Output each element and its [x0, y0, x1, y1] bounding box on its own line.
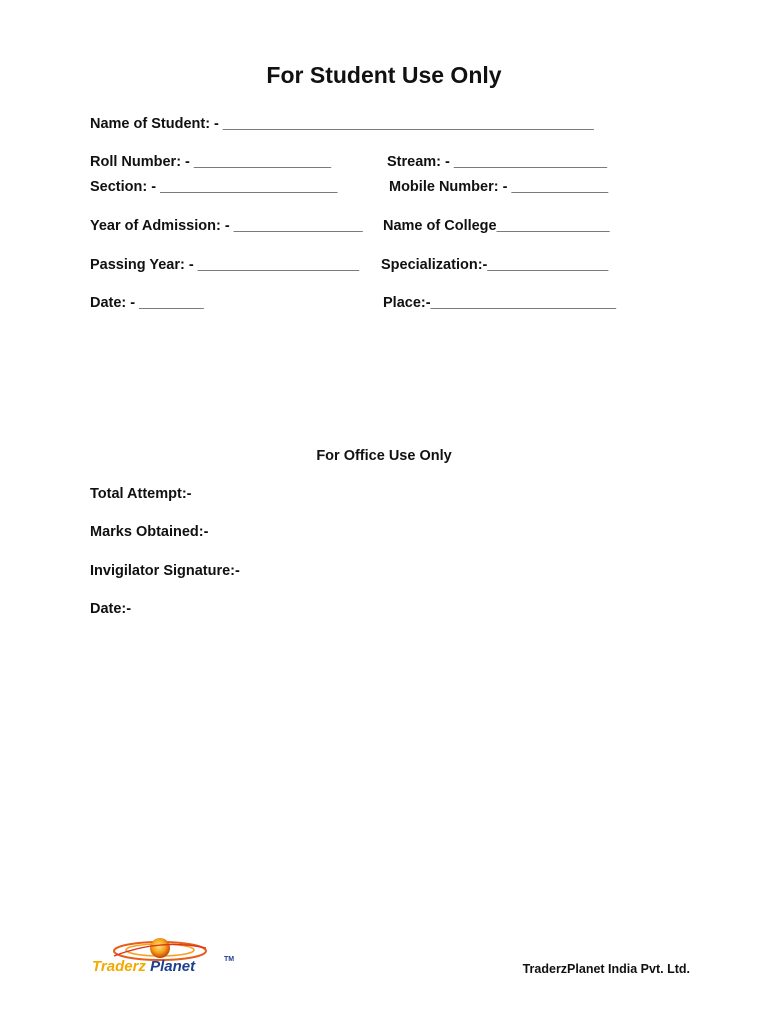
company-name: TraderzPlanet India Pvt. Ltd. — [522, 962, 690, 976]
name-of-college-field[interactable]: Name of College______________ — [383, 218, 610, 234]
section-field[interactable]: Section: - ______________________ — [90, 179, 338, 195]
date-field[interactable]: Date: - ________ — [90, 295, 204, 311]
name-of-student-field[interactable]: Name of Student: - ______________________________________________ — [90, 116, 594, 132]
traderz-planet-logo — [90, 934, 240, 980]
invigilator-signature-label: Invigilator Signature:- — [90, 563, 240, 579]
office-date-label: Date:- — [90, 601, 132, 617]
passing-year-field[interactable]: Passing Year: - ____________________ — [90, 257, 360, 273]
mobile-number-field[interactable]: Mobile Number: - ____________ — [389, 179, 609, 195]
place-field[interactable]: Place:-_______________________ — [383, 295, 617, 311]
specialization-field[interactable]: Specialization:-_______________ — [381, 257, 609, 273]
roll-number-field[interactable]: Roll Number: - _________________ — [90, 154, 332, 170]
trademark-mark: TM — [224, 956, 235, 963]
stream-field[interactable]: Stream: - ___________________ — [387, 154, 608, 170]
logo-word-traderz: Traderz — [92, 958, 146, 975]
logo-word-planet: Planet — [150, 958, 196, 975]
marks-obtained-label: Marks Obtained:- — [90, 524, 209, 540]
page-title: For Student Use Only — [266, 62, 502, 88]
office-section-title: For Office Use Only — [316, 448, 452, 464]
total-attempt-label: Total Attempt:- — [90, 486, 192, 502]
year-of-admission-field[interactable]: Year of Admission: - ________________ — [90, 218, 363, 234]
